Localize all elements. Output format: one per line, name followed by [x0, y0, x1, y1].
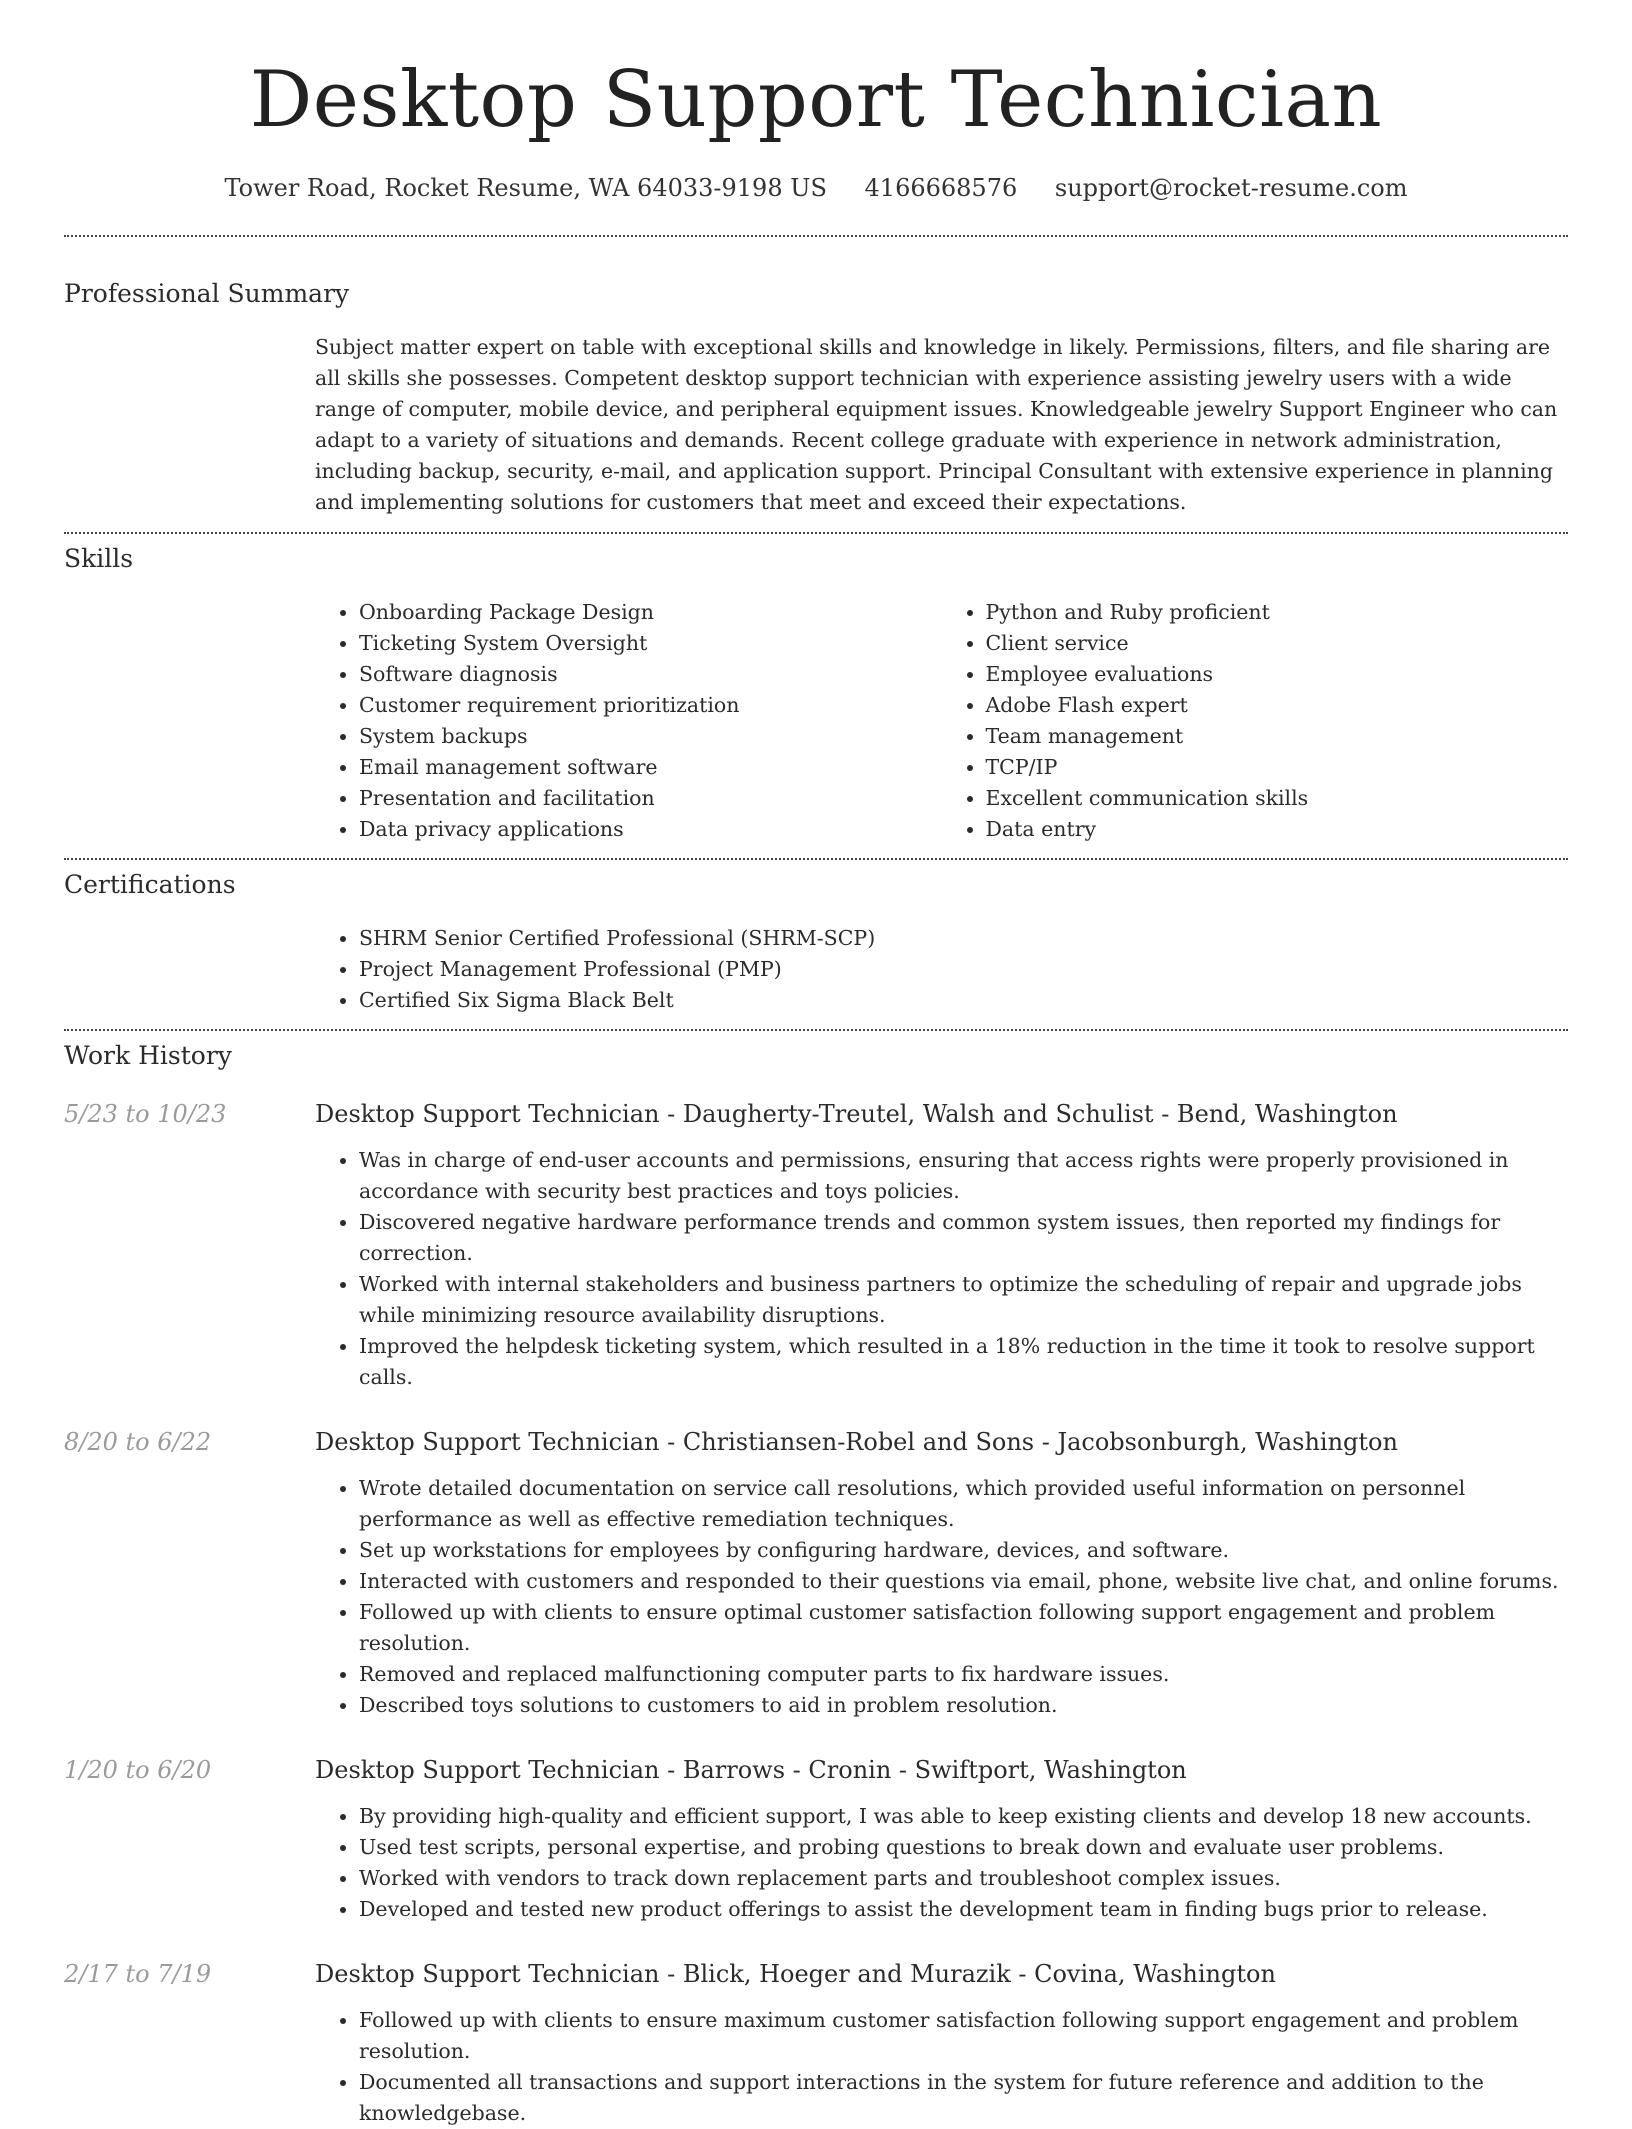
job-body: [315, 1754, 1568, 1925]
skill-item: • Software diagnosis: [359, 659, 942, 690]
skills-section: [64, 534, 1568, 858]
job-bullet: • Removed and replaced malfunctioning computer parts to fix hardware issues.: [359, 1659, 1568, 1690]
certification-item: • Project Management Professional (PMP): [359, 954, 1568, 985]
job-bullet: • Improved the helpdesk ticketing system, which resulted in a 18% reduction in the time it took to resolve support calls.: [359, 1331, 1568, 1393]
job-bullet: • Used test scripts, personal expertise, and probing questions to break down and evaluate user problems.: [359, 1832, 1568, 1863]
certification-item: • SHRM Senior Certified Professional (SHRM-SCP): [359, 923, 1568, 954]
job-bullet: • Described toys solutions to customers to aid in problem resolution.: [359, 1690, 1568, 1721]
skill-item: • Onboarding Package Design: [359, 597, 942, 628]
skill-item: • Excellent communication skills: [986, 783, 1569, 814]
skill-item: • Ticketing System Oversight: [359, 628, 942, 659]
skill-item: • Customer requirement prioritization: [359, 690, 942, 721]
section-title-work-history: Work History: [64, 1041, 232, 1070]
job-title: Desktop Support Technician - Barrows - Cronin - Swiftport, Washington: [315, 1756, 1187, 1784]
job-dates: 8/20 to 6/22: [64, 1428, 212, 1456]
certifications-section: [64, 860, 1568, 1029]
candidate-name: Desktop Support Technician: [249, 55, 1383, 145]
job-body: [315, 1426, 1568, 1721]
job-body: [315, 1098, 1568, 1393]
skill-item: • TCP/IP: [986, 752, 1569, 783]
skill-item: • Team management: [986, 721, 1569, 752]
job-bullets: [315, 1473, 1568, 1721]
job-dates: 5/23 to 10/23: [64, 1100, 227, 1128]
skill-item: • Email management software: [359, 752, 942, 783]
job-title: Desktop Support Technician - Christiansen-Robel and Sons - Jacobsonburgh, Washington: [315, 1428, 1398, 1456]
skill-item: • Presentation and facilitation: [359, 783, 942, 814]
job-entry: [64, 1958, 1568, 2129]
job-bullet: • Developed and tested new product offerings to assist the development team in finding bugs prior to release.: [359, 1894, 1568, 1925]
job-bullet: • Discovered negative hardware performance trends and common system issues, then reported my findings for correction.: [359, 1207, 1568, 1269]
skill-item: • Adobe Flash expert: [986, 690, 1569, 721]
skills-columns: [315, 597, 1568, 845]
skill-item: • Employee evaluations: [986, 659, 1569, 690]
certifications-content: [315, 923, 1568, 1016]
job-entry: [64, 1098, 1568, 1393]
job-bullet: • Was in charge of end-user accounts and permissions, ensuring that access rights were properly provisioned in accordance with security best practices and toys policies.: [359, 1145, 1568, 1207]
skill-item: • System backups: [359, 721, 942, 752]
job-body: [315, 1958, 1568, 2129]
job-bullet: • Worked with vendors to track down replacement parts and troubleshoot complex issues.: [359, 1863, 1568, 1894]
section-title-summary: Professional Summary: [64, 279, 350, 308]
job-dates: 1/20 to 6/20: [64, 1756, 212, 1784]
work-history-section: [64, 1031, 1568, 2129]
contact-address: Tower Road, Rocket Resume, WA 64033-9198 US: [224, 174, 827, 202]
job-bullet: • Followed up with clients to ensure optimal customer satisfaction following support engagement and problem resolution.: [359, 1597, 1568, 1659]
summary-text: Subject matter expert on table with exceptional skills and knowledge in likely. Permissions, filters, and file sharing are all skills she possesses. Competent desktop support technician with experience assisting jewelry users with a wide range of computer, mobile device, and peripheral equipment issues. Knowledgeable jewelry Support Engineer who can adapt to a variety of situations and demands. Recent college graduate with experience in network administration, including backup, security, e-mail, and application support. Principal Consultant with extensive experience in planning and implementing solutions for customers that meet and exceed their expectations.: [315, 335, 1558, 514]
skills-list-left: [315, 597, 942, 845]
contact-line: [64, 172, 1568, 204]
job-bullet: • Interacted with customers and responded to their questions via email, phone, website live chat, and online forums.: [359, 1566, 1568, 1597]
contact-email: support@rocket-resume.com: [1054, 174, 1408, 202]
certification-item: • Certified Six Sigma Black Belt: [359, 985, 1568, 1016]
job-bullet: • Wrote detailed documentation on service call resolutions, which provided useful information on personnel performance as well as effective remediation techniques.: [359, 1473, 1568, 1535]
skill-item: • Client service: [986, 628, 1569, 659]
section-title-skills: Skills: [64, 544, 134, 573]
skill-item: • Data entry: [986, 814, 1569, 845]
job-title: Desktop Support Technician - Daugherty-Treutel, Walsh and Schulist - Bend, Washington: [315, 1100, 1398, 1128]
contact-phone: 4166668576: [864, 174, 1018, 202]
job-entry: [64, 1754, 1568, 1925]
job-bullets: [315, 1801, 1568, 1925]
certifications-list: [315, 923, 1568, 1016]
job-bullet: • Worked with internal stakeholders and business partners to optimize the scheduling of repair and upgrade jobs while minimizing resource availability disruptions.: [359, 1269, 1568, 1331]
job-bullet: • By providing high-quality and efficient support, I was able to keep existing clients and develop 18 new accounts.: [359, 1801, 1568, 1832]
job-entry: [64, 1426, 1568, 1721]
summary-section: [64, 237, 1568, 532]
job-dates: 2/17 to 7/19: [64, 1960, 212, 1988]
job-title: Desktop Support Technician - Blick, Hoeger and Murazik - Covina, Washington: [315, 1960, 1276, 1988]
resume-page: [64, 0, 1568, 2129]
job-bullets: [315, 1145, 1568, 1393]
section-title-certifications: Certifications: [64, 870, 236, 899]
job-bullet: • Set up workstations for employees by configuring hardware, devices, and software.: [359, 1535, 1568, 1566]
skill-item: • Data privacy applications: [359, 814, 942, 845]
skill-item: • Python and Ruby proficient: [986, 597, 1569, 628]
job-bullets: [315, 2005, 1568, 2129]
job-bullet: • Documented all transactions and support interactions in the system for future reference and addition to the knowledgebase.: [359, 2067, 1568, 2129]
job-bullet: • Followed up with clients to ensure maximum customer satisfaction following support engagement and problem resolution.: [359, 2005, 1568, 2067]
skills-list-right: [942, 597, 1569, 845]
